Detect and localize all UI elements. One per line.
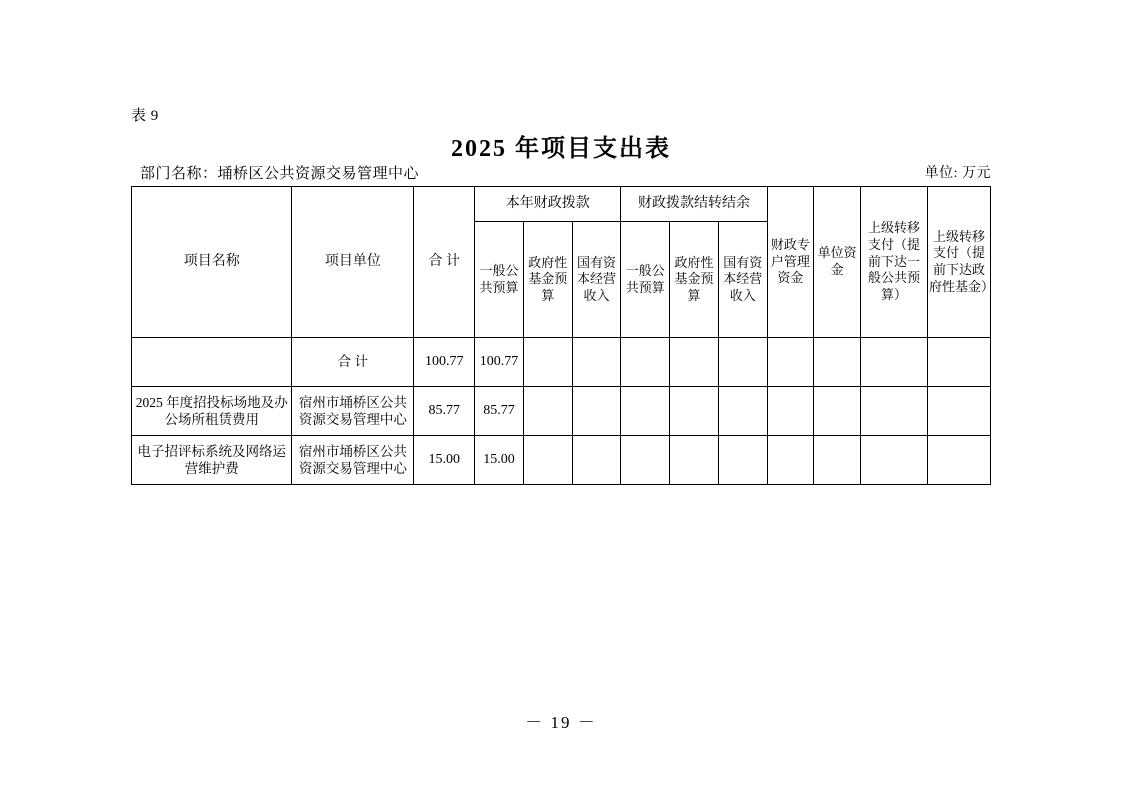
header-unit-fund: 单位资金 — [814, 187, 861, 338]
cell-unit-fund — [814, 387, 861, 436]
cell-carryover-state-capital — [718, 338, 767, 387]
cell-fiscal-account-fund — [767, 436, 814, 485]
cell-fiscal-account-fund — [767, 387, 814, 436]
header-group-carryover: 财政拨款结转结余 — [621, 187, 767, 222]
cell-project-unit: 合 计 — [292, 338, 414, 387]
table-label: 表 9 — [131, 108, 159, 124]
cell-total: 100.77 — [414, 338, 475, 387]
header-total: 合 计 — [414, 187, 475, 338]
cell-unit-fund — [814, 338, 861, 387]
cell-gov-fund-budget — [523, 436, 572, 485]
header-fiscal-account-fund: 财政专户管理资金 — [767, 187, 814, 338]
cell-total: 85.77 — [414, 387, 475, 436]
header-carryover-state-capital-income: 国有资本经营收入 — [718, 222, 767, 338]
header-carryover-gov-fund-budget: 政府性基金预算 — [670, 222, 719, 338]
cell-upper-transfer-general — [860, 387, 927, 436]
header-state-capital-income: 国有资本经营收入 — [572, 222, 621, 338]
header-project-unit: 项目单位 — [292, 187, 414, 338]
cell-gov-fund-budget — [523, 338, 572, 387]
cell-upper-transfer-general — [860, 338, 927, 387]
cell-unit-fund — [814, 436, 861, 485]
cell-upper-transfer-gov-fund — [927, 387, 990, 436]
cell-carryover-general — [621, 387, 670, 436]
header-group-current-year: 本年财政拨款 — [475, 187, 621, 222]
cell-carryover-general — [621, 436, 670, 485]
cell-upper-transfer-general — [860, 436, 927, 485]
cell-carryover-state-capital — [718, 387, 767, 436]
cell-carryover-gov-fund — [670, 338, 719, 387]
cell-state-capital-income — [572, 338, 621, 387]
cell-carryover-gov-fund — [670, 387, 719, 436]
cell-upper-transfer-gov-fund — [927, 338, 990, 387]
cell-fiscal-account-fund — [767, 338, 814, 387]
cell-project-unit: 宿州市埇桥区公共资源交易管理中心 — [292, 387, 414, 436]
cell-project-name — [132, 338, 292, 387]
cell-state-capital-income — [572, 436, 621, 485]
header-carryover-general-public-budget: 一般公共预算 — [621, 222, 670, 338]
page-title: 2025 年项目支出表 — [451, 136, 671, 162]
page-number: － 19 － — [525, 713, 597, 732]
cell-carryover-state-capital — [718, 436, 767, 485]
amount-unit-label: 单位: 万元 — [924, 166, 991, 181]
cell-project-name: 2025 年度招投标场地及办公场所租赁费用 — [132, 387, 292, 436]
table-row — [132, 338, 991, 387]
header-upper-transfer-gov-fund: 上级转移支付（提前下达政府性基金） — [927, 187, 990, 338]
cell-general-public-budget: 100.77 — [475, 338, 524, 387]
table-header-group-row — [132, 187, 991, 222]
cell-general-public-budget: 15.00 — [475, 436, 524, 485]
header-upper-transfer-general: 上级转移支付（提前下达一般公共预算） — [860, 187, 927, 338]
header-general-public-budget: 一般公共预算 — [475, 222, 524, 338]
table-row — [132, 436, 991, 485]
project-expenditure-table — [131, 186, 994, 485]
department-name-line: 部门名称：埇桥区公共资源交易管理中心 — [140, 166, 420, 182]
cell-upper-transfer-gov-fund — [927, 436, 990, 485]
table-row — [132, 387, 991, 436]
cell-state-capital-income — [572, 387, 621, 436]
header-gov-fund-budget: 政府性基金预算 — [523, 222, 572, 338]
cell-general-public-budget: 85.77 — [475, 387, 524, 436]
cell-carryover-general — [621, 338, 670, 387]
cell-project-unit: 宿州市埇桥区公共资源交易管理中心 — [292, 436, 414, 485]
cell-carryover-gov-fund — [670, 436, 719, 485]
cell-total: 15.00 — [414, 436, 475, 485]
cell-gov-fund-budget — [523, 387, 572, 436]
cell-project-name: 电子招评标系统及网络运营维护费 — [132, 436, 292, 485]
header-project-name: 项目名称 — [132, 187, 292, 338]
